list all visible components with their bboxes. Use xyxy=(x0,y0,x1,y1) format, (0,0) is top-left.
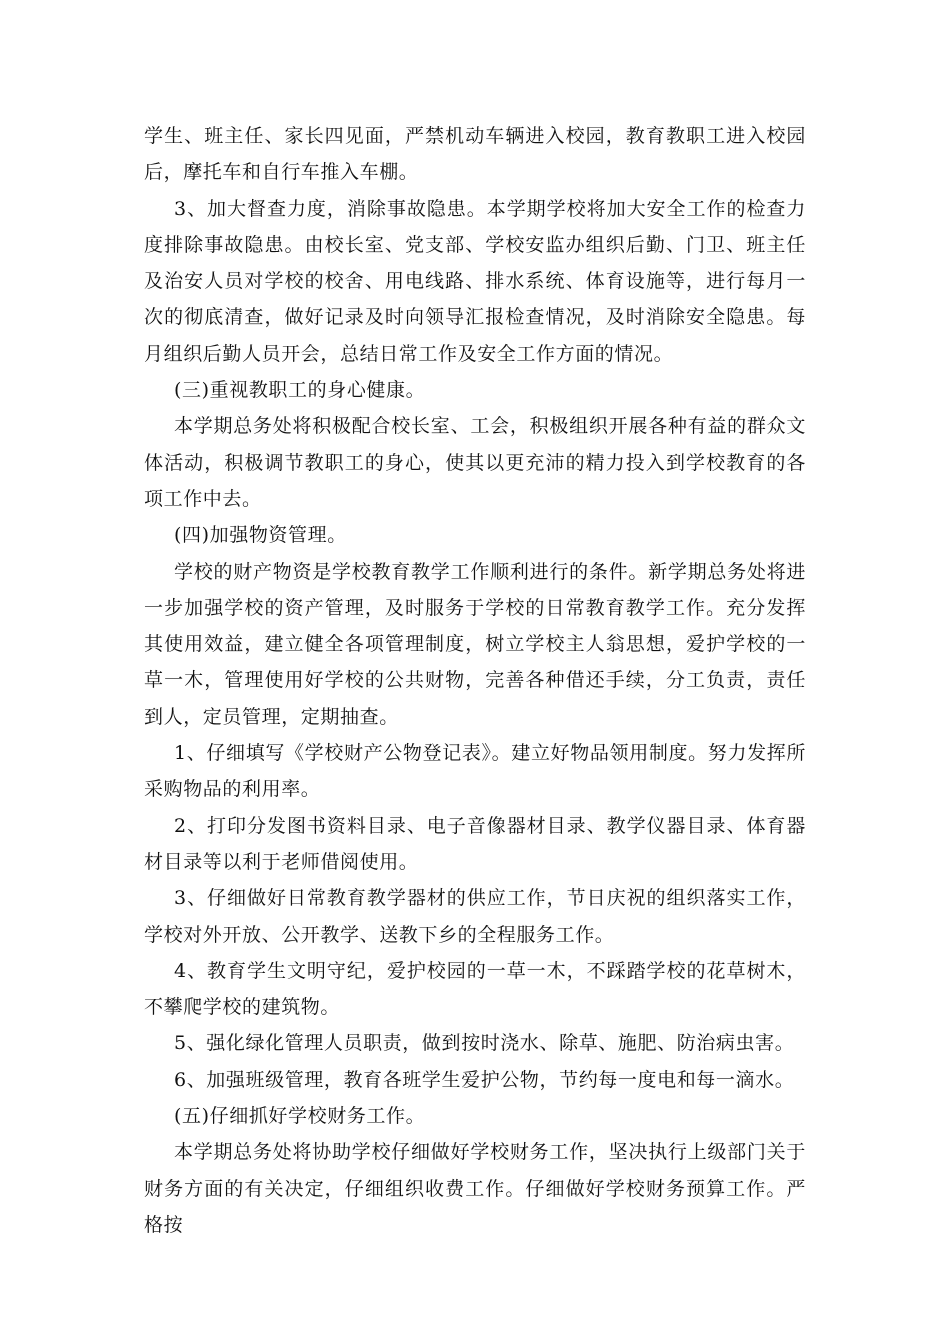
paragraph: 学校的财产物资是学校教育教学工作顺利进行的条件。新学期总务处将进一步加强学校的资产管理，及时服务于学校的日常教育教学工作。充分发挥其使用效益，建立健全各项管理制度，树立学校主人翁思想，爱护学校的一草一木，管理使用好学校的公共财物，完善各种借还手续，分工负责，责任到人，定员管理，定期抽查。 xyxy=(144,560,806,728)
list-item: 3、仔细做好日常教育教学器材的供应工作，节日庆祝的组织落实工作，学校对外开放、公开教学、送教下乡的全程服务工作。 xyxy=(144,887,806,946)
document-body xyxy=(144,118,806,1243)
paragraph: 学生、班主任、家长四见面，严禁机动车辆进入校园，教育教职工进入校园后，摩托车和自行车推入车棚。 xyxy=(144,125,806,184)
list-item: 6、加强班级管理，教育各班学生爱护公物，节约每一度电和每一滴水。 xyxy=(174,1068,795,1091)
list-item: 5、强化绿化管理人员职责，做到按时浇水、除草、施肥、防治病虫害。 xyxy=(174,1032,795,1055)
list-item: 1、仔细填写《学校财产公物登记表》。建立好物品领用制度。努力发挥所采购物品的利用率。 xyxy=(144,742,806,801)
section-heading: (三)重视教职工的身心健康。 xyxy=(174,379,426,402)
paragraph: 本学期总务处将积极配合校长室、工会，积极组织开展各种有益的群众文体活动，积极调节教职工的身心，使其以更充沛的精力投入到学校教育的各项工作中去。 xyxy=(144,415,806,510)
list-item: 4、教育学生文明守纪，爱护校园的一草一木，不踩踏学校的花草树木，不攀爬学校的建筑物。 xyxy=(144,959,806,1019)
section-heading: (五)仔细抓好学校财务工作。 xyxy=(174,1105,426,1128)
paragraph: 本学期总务处将协助学校仔细做好学校财务工作，坚决执行上级部门关于财务方面的有关决定，仔细组织收费工作。仔细做好学校财务预算工作。严格按 xyxy=(144,1141,806,1236)
section-heading: (四)加强物资管理。 xyxy=(174,524,347,547)
list-item: 2、打印分发图书资料目录、电子音像器材目录、教学仪器目录、体育器材目录等以利于老师借阅使用。 xyxy=(144,814,806,873)
paragraph: 3、加大督查力度，消除事故隐患。本学期学校将加大安全工作的检查力度排除事故隐患。由校长室、党支部、学校安监办组织后勤、门卫、班主任及治安人员对学校的校舍、用电线路、排水系统、体育设施等，进行每月一次的彻底清查，做好记录及时向领导汇报检查情况，及时消除安全隐患。每月组织后勤人员开会，总结日常工作及安全工作方面的情况。 xyxy=(144,197,806,365)
